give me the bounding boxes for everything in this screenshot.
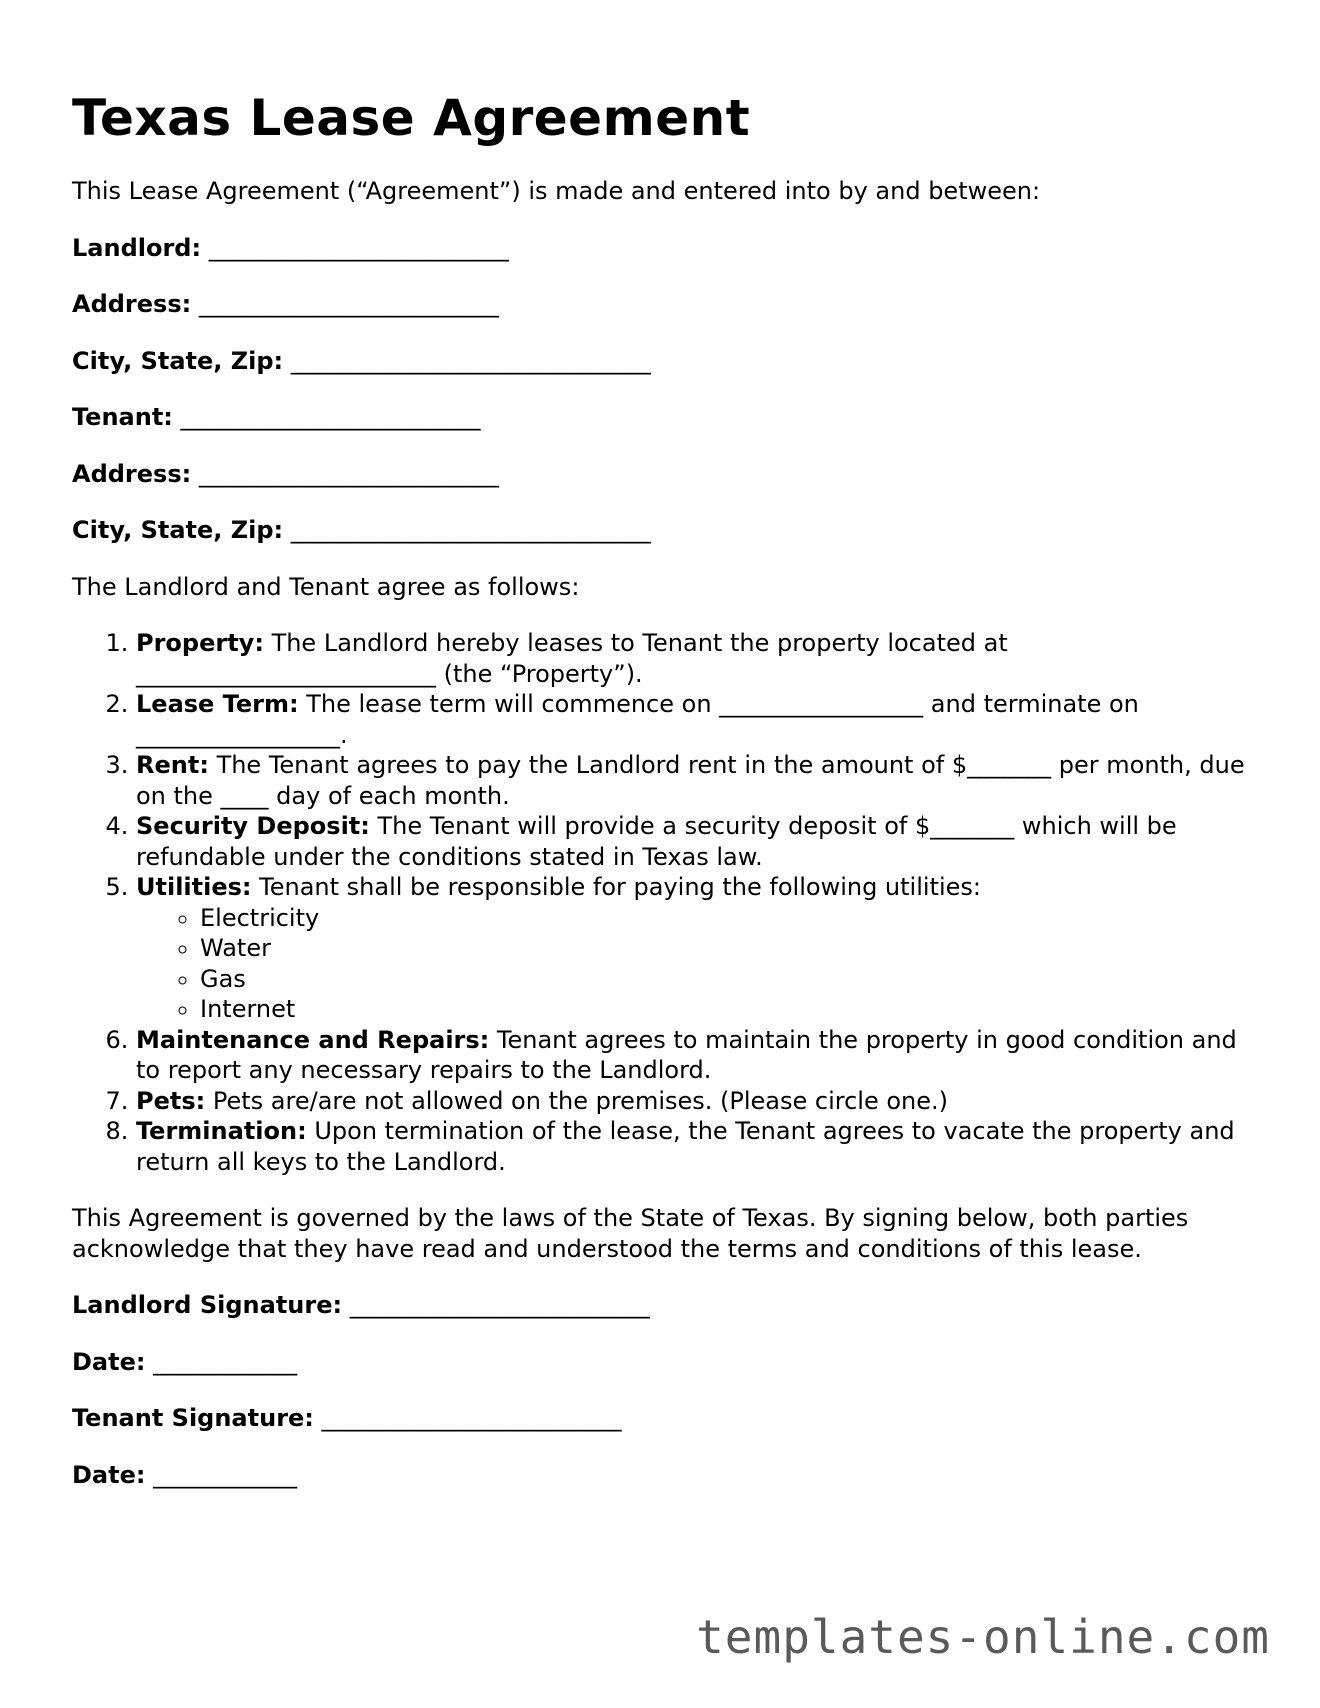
field-blank: _________________________ [198, 290, 499, 318]
term-text: Tenant shall be responsible for paying the following utilities: [259, 873, 981, 901]
utility-item: ◦ Internet [200, 994, 1252, 1025]
utilities-list [136, 903, 1252, 1025]
term-label: Pets: [136, 1086, 206, 1115]
field-label: Date: [72, 1460, 146, 1489]
term-text: Pets are/are not allowed on the premises. (Please circle one.) [212, 1086, 949, 1115]
term-termination [136, 1116, 1252, 1177]
agree-paragraph: The Landlord and Tenant agree as follows: [72, 572, 580, 601]
term-pets [136, 1086, 1252, 1117]
tenant-field[interactable] [72, 402, 1252, 433]
field-blank: _________________________ [208, 233, 509, 262]
landlord-signature-field[interactable] [72, 1290, 1252, 1321]
field-label: City, State, Zip: [72, 516, 284, 544]
term-label: Lease Term: [136, 690, 299, 718]
watermark-text: templates-online.com [696, 1610, 1270, 1664]
utility-item: ◦ Electricity [200, 903, 1252, 934]
tenant-address-field[interactable] [72, 459, 1252, 490]
term-text: The Tenant agrees to pay the Landlord rent in the amount of $_______ per month, due on the ____ day of each month. [136, 751, 1245, 810]
field-label: Tenant Signature: [72, 1404, 314, 1432]
term-label: Termination: [136, 1117, 307, 1145]
terms-list [72, 628, 1252, 1177]
field-label: Date: [72, 1347, 146, 1376]
field-label: Tenant: [72, 403, 173, 431]
utility-item: ◦ Water [200, 933, 1252, 964]
term-maintenance [136, 1025, 1252, 1086]
field-label: Landlord: [72, 233, 202, 262]
term-text: The Tenant will provide a security deposit of $_______ which will be refundable under the conditions stated in Texas law. [136, 812, 1177, 871]
landlord-date-field[interactable] [72, 1347, 1252, 1378]
term-utilities [136, 872, 1252, 1025]
term-lease-term [136, 689, 1252, 750]
signatures-section [72, 1290, 1252, 1490]
term-label: Property: [136, 629, 264, 657]
closing-paragraph: This Agreement is governed by the laws of the State of Texas. By signing below, both parties acknowledge that they have read and understood the terms and conditions of this lease. [72, 1204, 1189, 1263]
landlord-city-state-zip-field[interactable] [72, 346, 1252, 377]
term-text: Tenant agrees to maintain the property in good condition and to report any necessary repairs to the Landlord. [136, 1025, 1237, 1084]
landlord-address-field[interactable] [72, 289, 1252, 320]
field-blank: _________________________ [321, 1404, 622, 1432]
field-blank: _________________________ [349, 1291, 650, 1319]
term-text: The lease term will commence on _________________ and terminate on _________________. [136, 690, 1139, 749]
field-blank: ______________________________ [290, 516, 651, 544]
field-label: Landlord Signature: [72, 1291, 343, 1319]
document-title: Texas Lease Agreement [72, 89, 751, 147]
term-label: Security Deposit: [136, 812, 370, 840]
term-text: The Landlord hereby leases to Tenant the property located at _________________________ (the “Property”). [136, 629, 1008, 688]
tenant-signature-field[interactable] [72, 1403, 1252, 1434]
term-security-deposit [136, 811, 1252, 872]
field-blank: _________________________ [180, 403, 481, 431]
intro-paragraph: This Lease Agreement (“Agreement”) is made and entered into by and between: [72, 177, 1041, 205]
term-text: Upon termination of the lease, the Tenant agrees to vacate the property and return all keys to the Landlord. [136, 1117, 1235, 1176]
field-blank: ____________ [153, 1460, 298, 1489]
term-label: Utilities: [136, 873, 252, 901]
tenant-city-state-zip-field[interactable] [72, 515, 1252, 546]
field-label: Address: [72, 290, 192, 318]
tenant-date-field[interactable] [72, 1460, 1252, 1491]
field-label: City, State, Zip: [72, 346, 284, 375]
landlord-field[interactable] [72, 233, 1252, 264]
field-blank: ____________ [153, 1347, 298, 1376]
term-property [136, 628, 1252, 689]
field-blank: _________________________ [198, 459, 499, 488]
term-label: Maintenance and Repairs: [136, 1025, 490, 1054]
field-label: Address: [72, 459, 192, 488]
term-label: Rent: [136, 751, 209, 779]
utility-item: ◦ Gas [200, 964, 1252, 995]
field-blank: ______________________________ [290, 346, 651, 375]
term-rent [136, 750, 1252, 811]
parties-section [72, 233, 1252, 546]
document-page [72, 88, 1252, 1516]
